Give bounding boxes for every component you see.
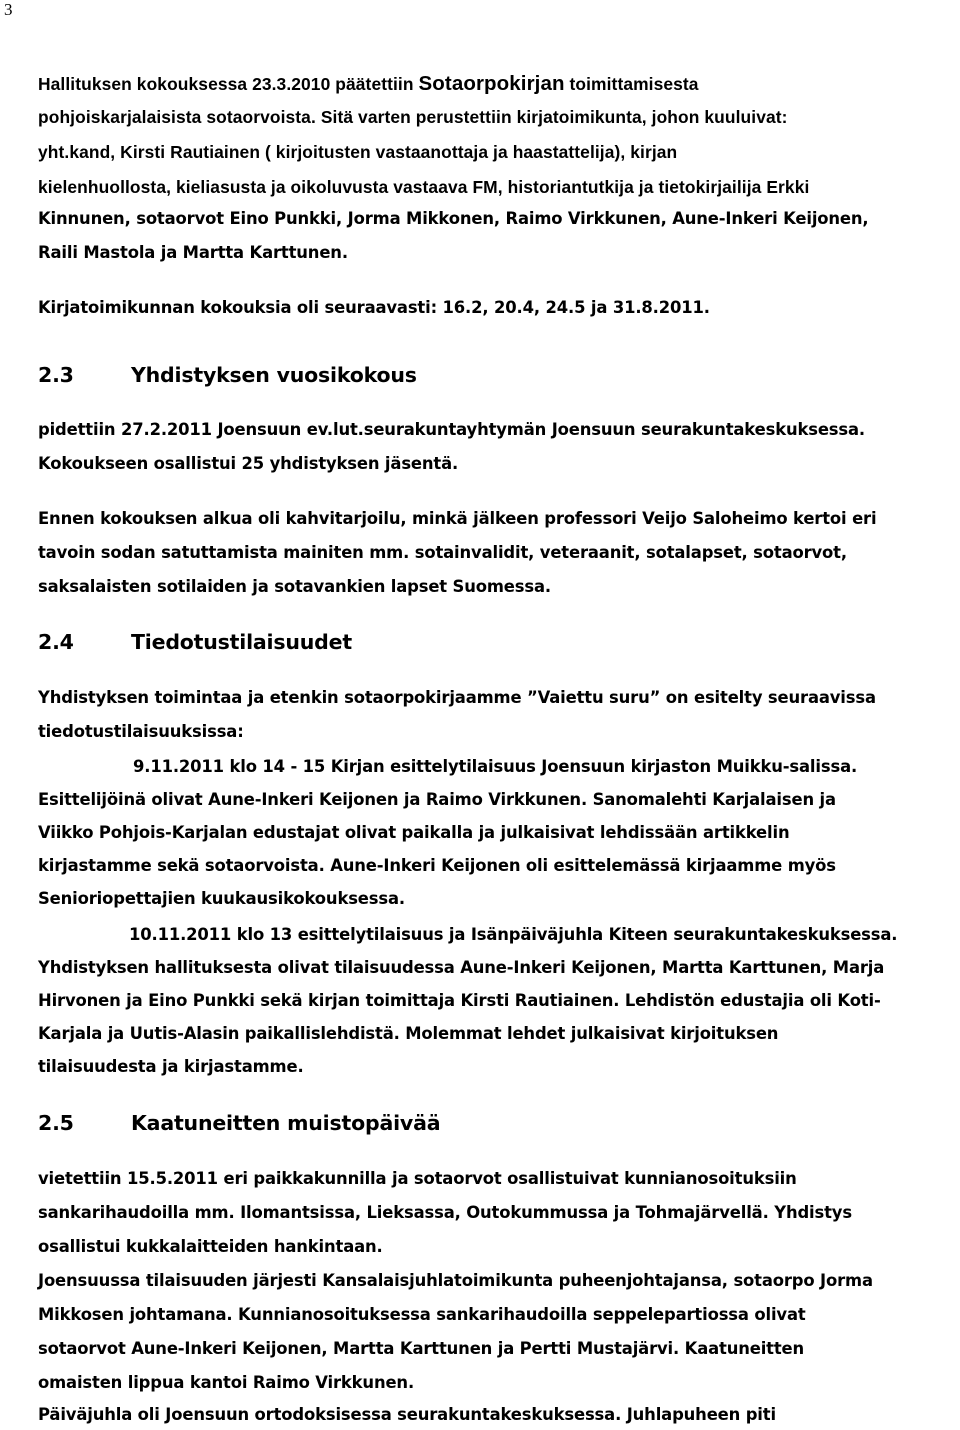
s24-line-8: 10.11.2011 klo 13 esittelytilaisuus ja Isänpäiväjuhla Kiteen seurakuntakeskuksessa. — [129, 925, 898, 944]
s24-line-7: Senioriopettajien kuukausikokouksessa. — [38, 889, 405, 908]
section-heading-2-5 — [38, 1111, 440, 1135]
s23-line-3: Ennen kokouksen alkua oli kahvitarjoilu, minkä jälkeen professori Veijo Saloheimo kertoi eri — [38, 509, 877, 528]
intro-line-4: kielenhuollosta, kieliasusta ja oikoluvusta vastaava FM, historiantutkija ja tietokirjailija Erkki — [38, 177, 810, 197]
s25-line-5: Mikkosen johtamana. Kunnianosoituksessa sankarihaudoilla seppelepartiossa olivat — [38, 1305, 806, 1324]
section-title: Kaatuneitten muistopäivää — [131, 1111, 441, 1135]
s24-line-2: tiedotustilaisuuksissa: — [38, 722, 244, 741]
s23-line-4: tavoin sodan satuttamista mainiten mm. sotainvalidit, veteraanit, sotalapset, sotaorvot, — [38, 543, 847, 562]
intro-line-2: pohjoiskarjalaisista sotaorvoista. Sitä varten perustettiin kirjatoimikunta, johon kuuluivat: — [38, 107, 788, 127]
s25-line-7: omaisten lippua kantoi Raimo Virkkunen. — [38, 1373, 415, 1392]
s24-line-3: 9.11.2011 klo 14 - 15 Kirjan esittelytilaisuus Joensuun kirjaston Muikku-salissa. — [133, 757, 858, 776]
section-number: 2.5 — [38, 1111, 74, 1135]
section-heading-2-3 — [38, 363, 417, 387]
s23-line-5: saksalaisten sotilaiden ja sotavankien lapset Suomessa. — [38, 577, 551, 596]
s24-line-9: Yhdistyksen hallituksesta olivat tilaisuudessa Aune-Inkeri Keijonen, Martta Karttunen, Marja — [38, 958, 885, 977]
intro-line-3: yht.kand, Kirsti Rautiainen ( kirjoitusten vastaanottaja ja haastattelija), kirjan — [38, 142, 678, 162]
intro-line-1a: Hallituksen kokouksessa 23.3.2010 päätettiin — [38, 74, 419, 94]
section-heading-2-4 — [38, 630, 352, 654]
s24-line-6: kirjastamme sekä sotaorvoista. Aune-Inkeri Keijonen oli esittelemässä kirjaamme myös — [38, 856, 836, 875]
s25-line-2: sankarihaudoilla mm. Ilomantsissa, Lieksassa, Outokummussa ja Tohmajärvellä. Yhdistys — [38, 1203, 852, 1222]
s24-line-11: Karjala ja Uutis-Alasin paikallislehdistä. Molemmat lehdet julkaisivat kirjoituksen — [38, 1024, 779, 1043]
s24-line-1: Yhdistyksen toimintaa ja etenkin sotaorpokirjaamme ”Vaiettu suru” on esitelty seuraavissa — [38, 688, 876, 707]
intro-line-1c: toimittamisesta — [564, 74, 699, 94]
section-number: 2.3 — [38, 363, 74, 387]
s24-line-4: Esittelijöinä olivat Aune-Inkeri Keijonen ja Raimo Virkkunen. Sanomalehti Karjalaisen ja — [38, 790, 836, 809]
s25-line-8: Päiväjuhla oli Joensuun ortodoksisessa seurakuntakeskuksessa. Juhlapuheen piti — [38, 1405, 776, 1424]
intro-line-5: Kinnunen, sotaorvot Eino Punkki, Jorma Mikkonen, Raimo Virkkunen, Aune-Inkeri Keijonen, — [38, 209, 869, 228]
section-number: 2.4 — [38, 630, 74, 654]
s24-line-12: tilaisuudesta ja kirjastamme. — [38, 1057, 304, 1076]
page-number: 3 — [4, 0, 13, 19]
s25-line-3: osallistui kukkalaitteiden hankintaan. — [38, 1237, 383, 1256]
s25-line-6: sotaorvot Aune-Inkeri Keijonen, Martta Karttunen ja Pertti Mustajärvi. Kaatuneitten — [38, 1339, 805, 1358]
s23-line-2: Kokoukseen osallistui 25 yhdistyksen jäsentä. — [38, 454, 459, 473]
intro-line-6: Raili Mastola ja Martta Karttunen. — [38, 243, 348, 262]
meetings-line: Kirjatoimikunnan kokouksia oli seuraavasti: 16.2, 20.4, 24.5 ja 31.8.2011. — [38, 298, 710, 317]
s23-line-1: pidettiin 27.2.2011 Joensuun ev.lut.seurakuntayhtymän Joensuun seurakuntakeskuksessa. — [38, 420, 865, 439]
section-title: Yhdistyksen vuosikokous — [131, 363, 417, 387]
book-title-inline: Sotaorpokirjan — [418, 72, 565, 95]
s25-line-4: Joensuussa tilaisuuden järjesti Kansalaisjuhlatoimikunta puheenjohtajansa, sotaorpo Jorma — [38, 1271, 873, 1290]
intro-line-1 — [38, 72, 699, 96]
s24-line-10: Hirvonen ja Eino Punkki sekä kirjan toimittaja Kirsti Rautiainen. Lehdistön edustajia oli Koti- — [38, 991, 881, 1010]
s24-line-5: Viikko Pohjois-Karjalan edustajat olivat paikalla ja julkaisivat lehdissään artikkelin — [38, 823, 790, 842]
section-title: Tiedotustilaisuudet — [131, 630, 352, 654]
s25-line-1: vietettiin 15.5.2011 eri paikkakunnilla ja sotaorvot osallistuivat kunnianosoituksiin — [38, 1169, 797, 1188]
